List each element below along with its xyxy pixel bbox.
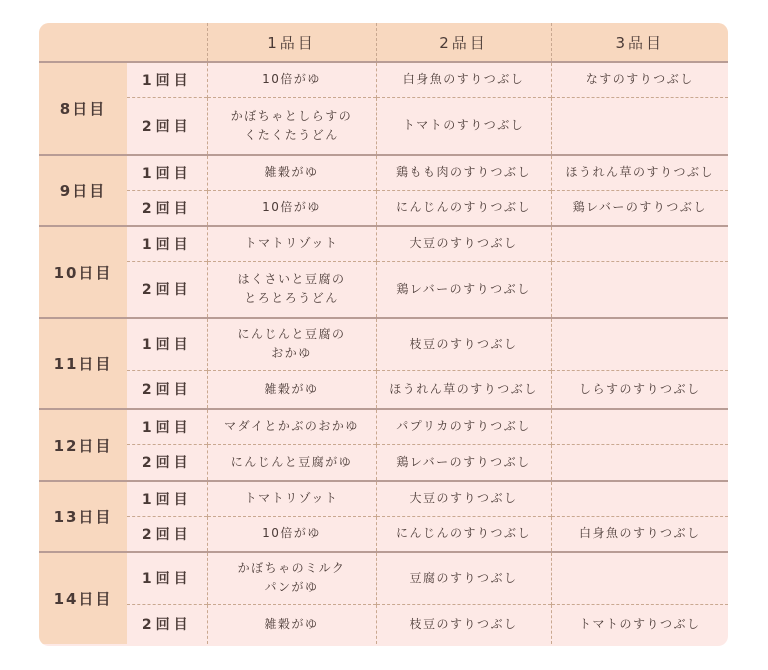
- table-row: [39, 190, 728, 226]
- dish-text: かぼちゃのミルク パンがゆ: [237, 561, 346, 595]
- meal-label: 1回目: [127, 62, 207, 97]
- table-row: [39, 62, 728, 97]
- dish-text: 枝豆のすりつぶし: [409, 336, 518, 351]
- table-row: [39, 97, 728, 155]
- dish-cell-3: [551, 97, 728, 155]
- table-row: [39, 370, 728, 409]
- dish-cell-2: [376, 409, 551, 444]
- table-row: [39, 604, 728, 644]
- meal-label: 2回目: [127, 604, 207, 644]
- dish-text: トマトのすりつぶし: [578, 616, 701, 631]
- dish-cell-1: [207, 318, 376, 370]
- day-label: 12日目: [39, 409, 127, 481]
- dish-cell-2: [376, 190, 551, 226]
- dish-text: 雑穀がゆ: [264, 165, 319, 180]
- dish-text: 鶏もも肉のすりつぶし: [395, 165, 531, 180]
- dish-cell-3: [551, 481, 728, 516]
- dish-text: 10倍がゆ: [262, 200, 321, 215]
- dish-cell-1: [207, 370, 376, 409]
- dish-cell-3: [551, 155, 728, 190]
- dish-text: マダイとかぶのおかゆ: [224, 419, 359, 434]
- dish-cell-2: [376, 516, 551, 552]
- dish-text: かぼちゃとしらすの くたくたうどん: [230, 108, 353, 142]
- dish-text: しらすのすりつぶし: [578, 381, 701, 396]
- dish-text: 白身魚のすりつぶし: [402, 72, 525, 87]
- dish-cell-3: [551, 318, 728, 370]
- dish-text: にんじんと豆腐の おかゆ: [237, 327, 346, 361]
- meal-label: 2回目: [127, 97, 207, 155]
- dish-text: 雑穀がゆ: [264, 616, 319, 631]
- dish-cell-1: [207, 604, 376, 644]
- table-row: [39, 481, 728, 516]
- dish-text: はくさいと豆腐の とろとろうどん: [237, 272, 346, 306]
- table-row: [39, 516, 728, 552]
- day-label: 11日目: [39, 318, 127, 409]
- dish-cell-3: [551, 516, 728, 552]
- dish-text: 大豆のすりつぶし: [409, 491, 518, 506]
- dish-cell-2: [376, 155, 551, 190]
- header-dish-3: 3品目: [551, 23, 728, 62]
- meal-label: 1回目: [127, 155, 207, 190]
- dish-cell-1: [207, 516, 376, 552]
- dish-cell-1: [207, 409, 376, 444]
- meal-label: 2回目: [127, 190, 207, 226]
- meal-label: 2回目: [127, 516, 207, 552]
- dish-text: 鶏レバーのすりつぶし: [572, 200, 707, 215]
- meal-label: 2回目: [127, 261, 207, 318]
- dish-cell-2: [376, 97, 551, 155]
- header-blank: [39, 23, 207, 62]
- dish-cell-2: [376, 444, 551, 481]
- day-label: 14日目: [39, 552, 127, 644]
- dish-text: トマトリゾット: [244, 491, 339, 506]
- table-row: [39, 155, 728, 190]
- dish-text: 枝豆のすりつぶし: [409, 616, 518, 631]
- dish-cell-1: [207, 552, 376, 604]
- meal-plan-table-container: [39, 23, 728, 646]
- dish-cell-2: [376, 604, 551, 644]
- dish-text: にんじんのすりつぶし: [395, 526, 531, 541]
- dish-cell-2: [376, 370, 551, 409]
- meal-plan-table: [39, 23, 728, 644]
- dish-cell-3: [551, 552, 728, 604]
- meal-label: 1回目: [127, 226, 207, 261]
- dish-cell-1: [207, 261, 376, 318]
- meal-label: 1回目: [127, 318, 207, 370]
- table-row: [39, 409, 728, 444]
- day-label: 10日目: [39, 226, 127, 318]
- header-row: [39, 23, 728, 62]
- dish-text: 大豆のすりつぶし: [409, 236, 518, 251]
- table-row: [39, 226, 728, 261]
- dish-cell-3: [551, 261, 728, 318]
- dish-text: 鶏レバーのすりつぶし: [396, 281, 531, 296]
- dish-text: 豆腐のすりつぶし: [409, 570, 518, 585]
- day-label: 13日目: [39, 481, 127, 552]
- dish-text: なすのすりつぶし: [585, 72, 694, 87]
- dish-cell-1: [207, 97, 376, 155]
- dish-cell-2: [376, 481, 551, 516]
- dish-cell-1: [207, 155, 376, 190]
- dish-text: トマトリゾット: [244, 236, 339, 251]
- dish-text: ほうれん草のすりつぶし: [389, 381, 538, 396]
- meal-label: 2回目: [127, 370, 207, 409]
- meal-label: 1回目: [127, 552, 207, 604]
- table-row: [39, 261, 728, 318]
- dish-text: 10倍がゆ: [262, 72, 321, 87]
- dish-text: 白身魚のすりつぶし: [578, 526, 701, 541]
- dish-text: ほうれん草のすりつぶし: [565, 165, 714, 180]
- dish-cell-1: [207, 226, 376, 261]
- day-label: 9日目: [39, 155, 127, 226]
- table-body: [39, 62, 728, 644]
- dish-cell-1: [207, 62, 376, 97]
- day-label: 8日目: [39, 62, 127, 155]
- dish-cell-3: [551, 370, 728, 409]
- dish-cell-2: [376, 226, 551, 261]
- dish-cell-3: [551, 62, 728, 97]
- table-row: [39, 318, 728, 370]
- dish-cell-3: [551, 190, 728, 226]
- dish-cell-1: [207, 444, 376, 481]
- header-dish-2: 2品目: [376, 23, 551, 62]
- dish-cell-1: [207, 190, 376, 226]
- table-row: [39, 444, 728, 481]
- dish-cell-3: [551, 409, 728, 444]
- dish-cell-1: [207, 481, 376, 516]
- dish-cell-2: [376, 62, 551, 97]
- dish-text: 雑穀がゆ: [264, 381, 319, 396]
- dish-text: にんじんと豆腐がゆ: [230, 454, 353, 469]
- meal-label: 1回目: [127, 409, 207, 444]
- dish-text: 鶏レバーのすりつぶし: [396, 454, 531, 469]
- dish-cell-3: [551, 226, 728, 261]
- dish-cell-3: [551, 604, 728, 644]
- dish-cell-2: [376, 318, 551, 370]
- dish-text: トマトのすりつぶし: [402, 118, 525, 133]
- dish-text: パプリカのすりつぶし: [396, 419, 531, 434]
- dish-cell-2: [376, 261, 551, 318]
- dish-text: 10倍がゆ: [262, 526, 321, 541]
- dish-text: にんじんのすりつぶし: [395, 200, 531, 215]
- table-row: [39, 552, 728, 604]
- meal-label: 1回目: [127, 481, 207, 516]
- dish-cell-2: [376, 552, 551, 604]
- header-dish-1: 1品目: [207, 23, 376, 62]
- meal-label: 2回目: [127, 444, 207, 481]
- dish-cell-3: [551, 444, 728, 481]
